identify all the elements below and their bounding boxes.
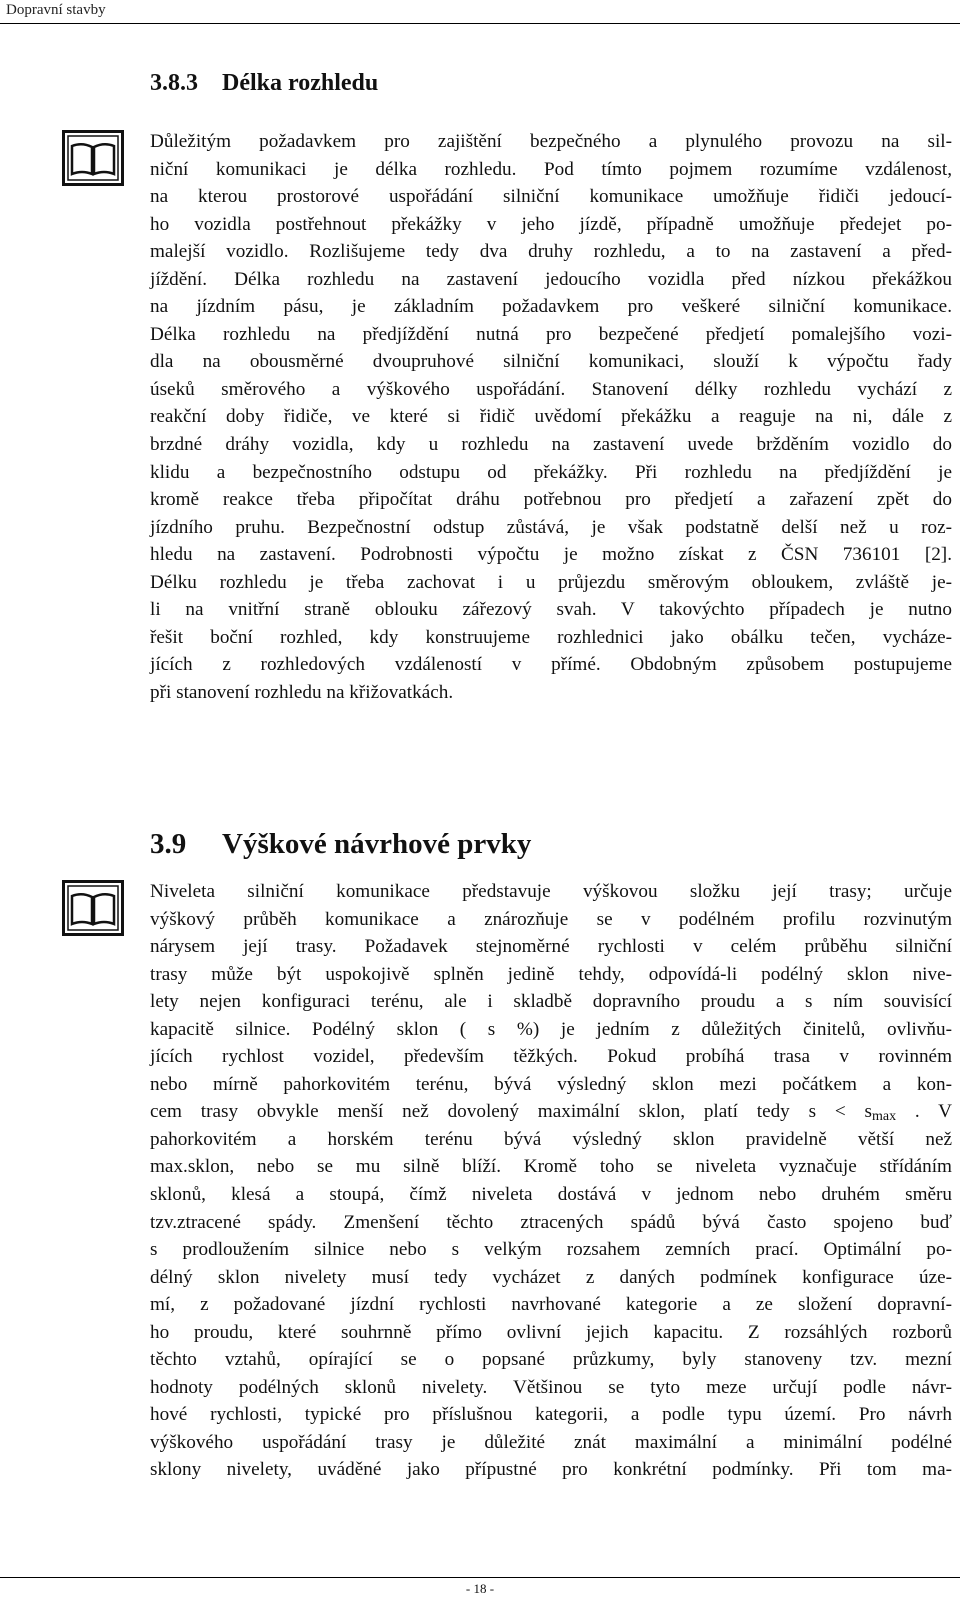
section-3-8-3-body [150, 128, 952, 706]
page-number: - 18 - [465, 1581, 495, 1596]
paragraph-line: Důležitým požadavkem pro zajištění bezpečného a plynulého provozu na sil- [150, 131, 952, 152]
formula-subscript: max [871, 1109, 897, 1125]
paragraph-line: nárysem její trasy. Požadavek stejnoměrné rychlosti v celém průběhu silniční [150, 936, 952, 958]
book-icon [62, 880, 124, 936]
paragraph-line: ho proudu, které souhrnně přímo ovlivní jejich kapacitu. Z rozsáhlých rozborů [150, 1321, 952, 1343]
header-rule [0, 23, 960, 24]
paragraph-line: řešit boční rozhled, kdy konstruujeme rozhlednici jako obálku tečen, vycháze- [150, 626, 952, 648]
section-number: 3.9 [150, 828, 187, 860]
paragraph-line: sklony nivelety, uváděné jako přípustné pro konkrétní podmínky. Při tom ma- [150, 1459, 952, 1481]
paragraph-line: dla na obousměrné dvoupruhové silniční komunikaci, slouží k výpočtu řady [150, 351, 952, 373]
paragraph-line: nebo mírně pahorkovitém terénu, bývá výsledný sklon mezi počátkem a kon- [150, 1073, 952, 1095]
paragraph-line: pahorkovitém a horském terénu bývá výsledný sklon pravidelně větší než [150, 1128, 952, 1150]
paragraph-line: na jízdním pásu, je základním požadavkem pro veškeré silniční komunikace. [150, 296, 952, 318]
paragraph-line: sklonů, klesá a stoupá, čímž niveleta dostává v jednom nebo druhém směru [150, 1184, 952, 1206]
paragraph-line: ho vozidla postřehnout překážky v jeho jízdě, případně umožňuje předejet po- [150, 213, 952, 235]
paragraph-line: jízdního pruhu. Bezpečnostní odstup zůstává, je však podstatně delší než u roz- [150, 516, 952, 538]
paragraph-line: lety nejen konfiguraci terénu, ale i skladbě dopravního proudu a s ním souvisící [150, 991, 952, 1013]
paragraph-line: Délka rozhledu na předjíždění nutná pro bezpečené předjetí pomalejšího vozi- [150, 323, 952, 345]
paragraph-line: mí, z požadované jízdní rychlosti navrhované kategorie a ze složení dopravní- [150, 1294, 952, 1316]
paragraph-line: hledu na zastavení. Podrobnosti výpočtu je možno získat z ČSN 736101 [2]. [150, 544, 952, 566]
paragraph-line: Niveleta silniční komunikace představuje výškovou složku její trasy; určuje [150, 881, 952, 902]
paragraph-line: kromě reakce třeba připočítat dráhu potřebnou pro předjetí a zařazení zpět do [150, 489, 952, 511]
paragraph-line: klidu a bezpečnostního odstupu od překážky. Při rozhledu na předjíždění je [150, 461, 952, 483]
book-icon [62, 130, 124, 186]
paragraph-line: hodnoty podélných sklonů nivelety. Většinou se tyto meze určují podle návr- [150, 1376, 952, 1398]
paragraph-line: s prodloužením silnice nebo s velkým rozsahem zemních prací. Optimální po- [150, 1239, 952, 1261]
section-title: Výškové návrhové prvky [222, 828, 532, 860]
formula-line-text: cem trasy obvykle menší než dovolený maximální sklon, platí tedy s < s [150, 1101, 872, 1123]
paragraph-line [150, 1098, 952, 1126]
paragraph-line: brzdné dráhy vozidla, kdy u rozhledu na zastavení uvede bržděním vozidlo do [150, 434, 952, 456]
paragraph-line: jíždění. Délka rozhledu na zastavení jedoucího vozidla před nízkou překážkou [150, 268, 952, 290]
formula-line-end: . V [896, 1101, 952, 1123]
paragraph-line: kapacitě silnice. Podélný sklon ( s %) je jedním z důležitých činitelů, ovlivňu- [150, 1018, 952, 1040]
section-number: 3.8.3 [150, 70, 198, 96]
paragraph-line: niční komunikaci je délka rozhledu. Pod tímto pojmem rozumíme vzdálenost, [150, 158, 952, 180]
section-title: Délka rozhledu [222, 70, 379, 96]
footer-rule [0, 1577, 960, 1578]
paragraph-line: tzv.ztracené spády. Zmenšení těchto ztracených spádů bývá často spojeno buď [150, 1211, 952, 1233]
paragraph-line: výškového uspořádání trasy je důležité znát maximální a minimální podélné [150, 1431, 952, 1453]
page-header [0, 0, 960, 30]
paragraph-line: jících rychlost vozidel, především těžkých. Pokud probíhá trasa v rovinném [150, 1046, 952, 1068]
paragraph-line: úseků směrového a výškového uspořádání. Stanovení délky rozhledu vychází z [150, 378, 952, 400]
section-3-9-body [150, 878, 952, 1484]
paragraph-line: délný sklon nivelety musí tedy vycházet z daných podmínek konfigurace úze- [150, 1266, 952, 1288]
paragraph-line: na kterou prostorové uspořádání silniční komunikace umožňuje řidiči jedoucí- [150, 186, 952, 208]
paragraph-line: při stanovení rozhledu na křižovatkách. [150, 681, 454, 703]
paragraph-line: li na vnitřní straně oblouku zářezový svah. V takovýchto případech je nutno [150, 599, 952, 621]
section-heading-3-8-3 [150, 70, 378, 97]
paragraph-line: malejší vozidlo. Rozlišujeme tedy dva druhy rozhledu, a to na zastavení a před- [150, 241, 952, 263]
paragraph-line: hové rychlosti, typické pro příslušnou kategorii, a podle typu území. Pro návrh [150, 1404, 952, 1426]
paragraph-line: výškový průběh komunikace a znározňuje se v podélném profilu rozvinutým [150, 908, 952, 930]
section-heading-3-9 [150, 828, 531, 861]
paragraph-line: Délku rozhledu je třeba zachovat i u průjezdu směrovým obloukem, zvláště je- [150, 571, 952, 593]
running-header-title: Dopravní stavby [6, 2, 106, 18]
paragraph-line: max.sklon, nebo se mu silně blíží. Kromě toho se niveleta vyznačuje střídáním [150, 1156, 952, 1178]
paragraph-line: reakční doby řidiče, ve které si řidič uvědomí překážku a reaguje na ni, dále z [150, 406, 952, 428]
paragraph-line: trasy může být uspokojivě splněn jedině tehdy, odpovídá-li podélný sklon nive- [150, 963, 952, 985]
paragraph-line: jících z rozhledových vzdáleností v přímé. Obdobným způsobem postupujeme [150, 654, 952, 676]
paragraph-line: těchto vztahů, opírající se o popsané průzkumy, byly stanoveny tzv. mezní [150, 1349, 952, 1371]
